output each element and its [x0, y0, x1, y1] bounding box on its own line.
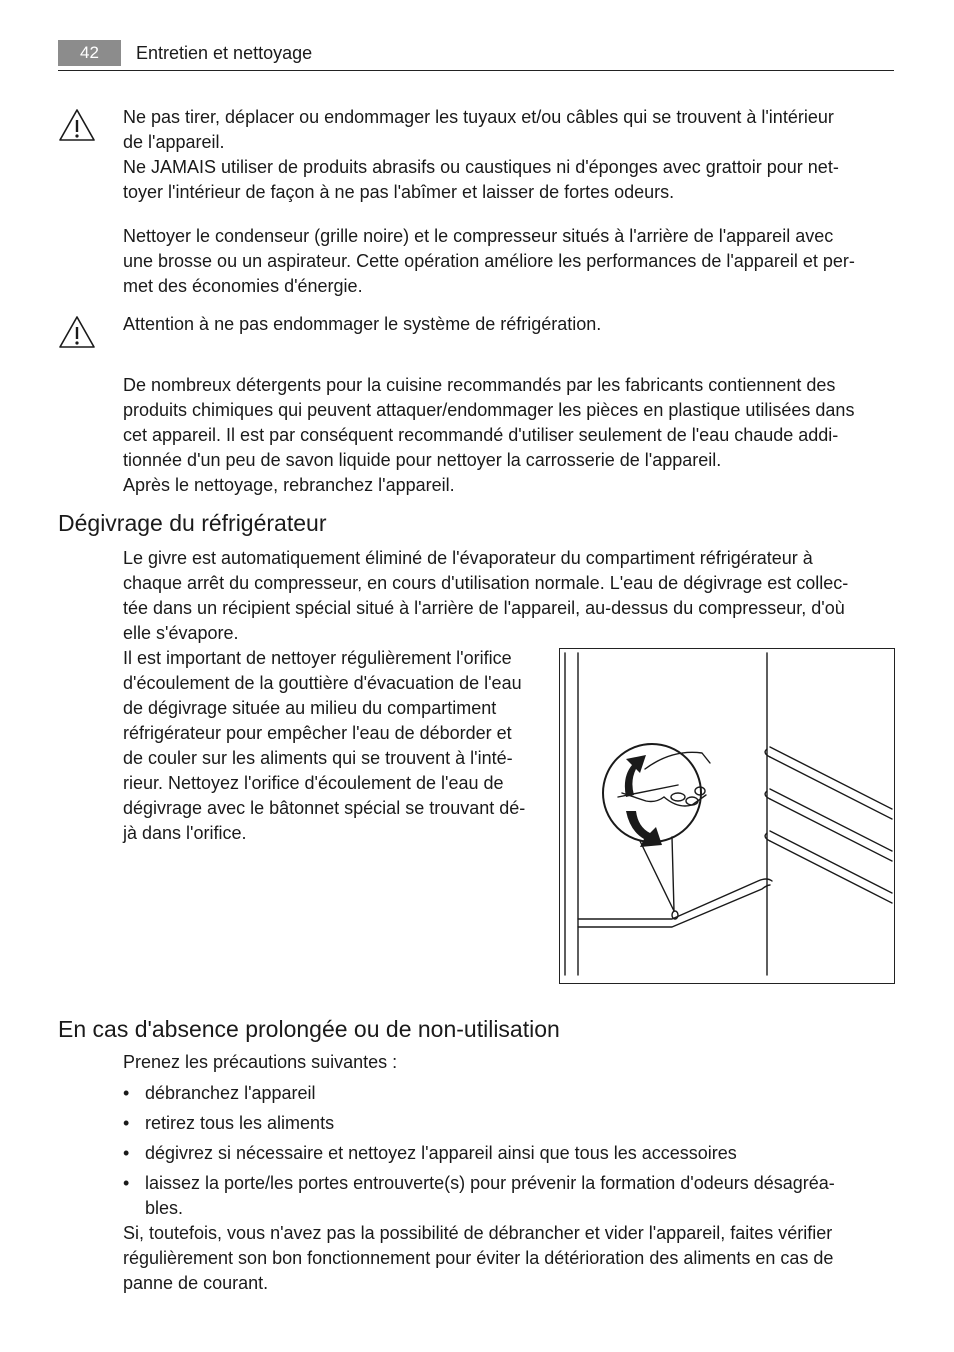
text-line: Après le nettoyage, rebranchez l'appareil. [123, 475, 455, 495]
absence-heading: En cas d'absence prolongée ou de non-utilisation [58, 1016, 560, 1042]
text-line: de l'appareil. [123, 132, 225, 152]
warning-triangle-icon [58, 314, 96, 350]
bullet-icon: • [123, 1113, 130, 1133]
detergents-paragraph [123, 373, 895, 498]
list-item [123, 1081, 895, 1106]
absence-outro [123, 1221, 895, 1296]
text-line: elle s'évapore. [123, 623, 239, 643]
text-line: dégivrage avec le bâtonnet spécial se trouvant dé- [123, 798, 526, 818]
text-line: produits chimiques qui peuvent attaquer/endommager les pièces en plastique utilisées dans [123, 400, 855, 420]
warning-refrigeration-text [123, 312, 895, 337]
list-item [123, 1141, 895, 1166]
text-line: cet appareil. Il est par conséquent recommandé d'utiliser seulement de l'eau chaude addi- [123, 425, 839, 445]
text-line: de dégivrage située au milieu du compartiment [123, 698, 497, 718]
list-item-text: laissez la porte/les portes entrouverte(s) pour prévenir la formation d'odeurs désagréa- bles. [145, 1173, 835, 1218]
bullet-icon: • [123, 1143, 130, 1163]
text-line: panne de courant. [123, 1273, 269, 1293]
text-line: Nettoyer le condenseur (grille noire) et le compresseur situés à l'arrière de l'appareil avec [123, 226, 834, 246]
list-item-text: retirez tous les aliments [145, 1113, 335, 1133]
list-item [123, 1171, 895, 1221]
text-line: chaque arrêt du compresseur, en cours d'utilisation normale. L'eau de dégivrage est collec- [123, 573, 849, 593]
text-line: met des économies d'énergie. [123, 276, 363, 296]
defrost-heading: Dégivrage du réfrigérateur [58, 510, 327, 536]
text-line: Il est important de nettoyer régulièrement l'orifice [123, 648, 512, 668]
text-line: Le givre est automatiquement éliminé de l'évaporateur du compartiment réfrigérateur à [123, 548, 813, 568]
text-line: rieur. Nettoyez l'orifice d'écoulement de l'eau de [123, 773, 504, 793]
warning-cables-text [123, 105, 895, 205]
text-line: réfrigérateur pour empêcher l'eau de déborder et [123, 723, 512, 743]
page-header [58, 40, 894, 71]
text-line: toyer l'intérieur de façon à ne pas l'abîmer et laisser de fortes odeurs. [123, 182, 675, 202]
text-line: de couler sur les aliments qui se trouvent à l'inté- [123, 748, 513, 768]
bullet-icon: • [123, 1083, 130, 1103]
text-line: tée dans un récipient spécial situé à l'arrière de l'appareil, au-dessus du compresseur, d'où [123, 598, 845, 618]
text-line: Ne pas tirer, déplacer ou endommager les tuyaux et/ou câbles qui se trouvent à l'intérieur [123, 107, 834, 127]
text-line: jà dans l'orifice. [123, 823, 247, 843]
page-number: 42 [58, 40, 121, 66]
text-line: d'écoulement de la gouttière d'évacuation de l'eau [123, 673, 522, 693]
text-line: Attention à ne pas endommager le système de réfrigération. [123, 314, 602, 334]
section-title: Entretien et nettoyage [136, 43, 313, 63]
list-item-text: dégivrez si nécessaire et nettoyez l'appareil ainsi que tous les accessoires [145, 1143, 737, 1163]
fridge-interior-drawing [560, 649, 894, 983]
condenser-paragraph [123, 224, 895, 299]
defrost-intro [123, 546, 895, 646]
precautions-list [123, 1081, 895, 1226]
text-line: De nombreux détergents pour la cuisine recommandés par les fabricants contiennent des [123, 375, 836, 395]
text-line: une brosse ou un aspirateur. Cette opération améliore les performances de l'appareil et per- [123, 251, 855, 271]
bullet-icon: • [123, 1173, 130, 1193]
absence-intro [123, 1050, 895, 1075]
text-line: Ne JAMAIS utiliser de produits abrasifs ou caustiques ni d'éponges avec grattoir pour net- [123, 157, 839, 177]
warning-triangle-icon [58, 107, 96, 143]
text-line: régulièrement son bon fonctionnement pour éviter la détérioration des aliments en cas de [123, 1248, 834, 1268]
text-line: Prenez les précautions suivantes : [123, 1052, 398, 1072]
defrost-drain-illustration [559, 648, 895, 984]
list-item [123, 1111, 895, 1136]
text-line: tionnée d'un peu de savon liquide pour nettoyer la carrosserie de l'appareil. [123, 450, 722, 470]
defrost-body [123, 646, 551, 846]
text-line: Si, toutefois, vous n'avez pas la possibilité de débrancher et vider l'appareil, faites vérifier [123, 1223, 833, 1243]
list-item-text: débranchez l'appareil [145, 1083, 316, 1103]
